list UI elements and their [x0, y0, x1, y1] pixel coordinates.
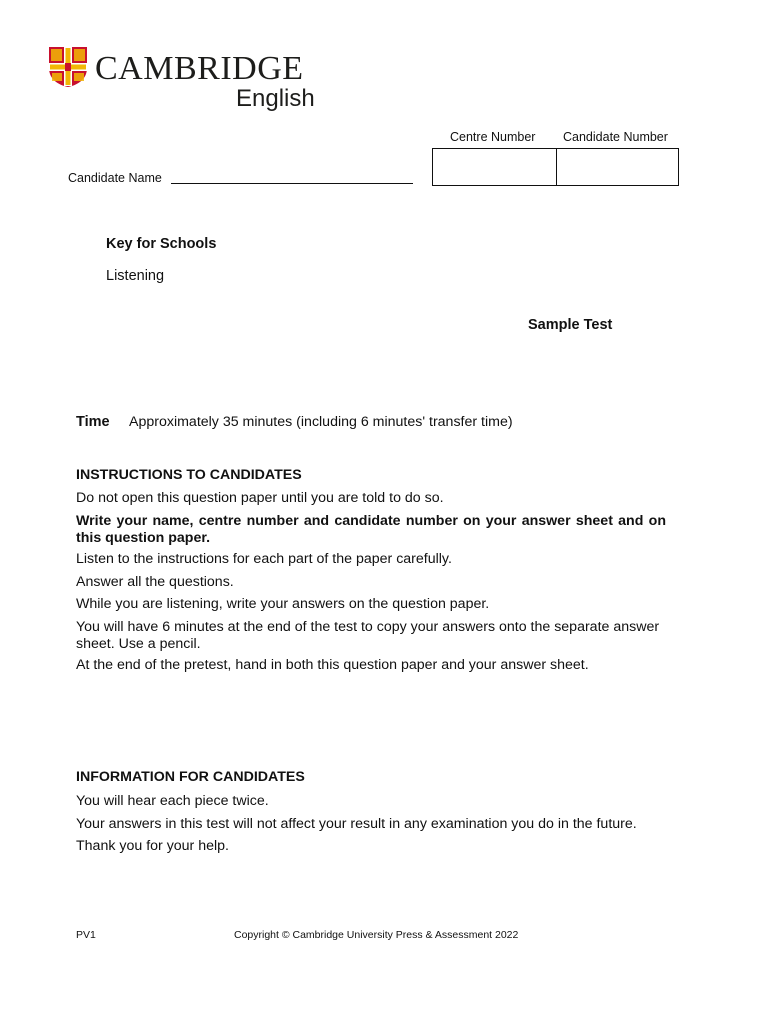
candidate-name-line[interactable]: [171, 183, 413, 184]
copyright-notice: Copyright © Cambridge University Press & Assessment 2022: [234, 929, 519, 941]
candidate-number-box[interactable]: [555, 148, 679, 186]
information-item: You will hear each piece twice.: [76, 793, 269, 809]
information-heading: INFORMATION FOR CANDIDATES: [76, 769, 305, 785]
candidate-number-label: Candidate Number: [563, 130, 668, 144]
instruction-item: You will have 6 minutes at the end of the test to copy your answers onto the separate answer sheet. Use a pencil.: [76, 619, 660, 652]
time-value: Approximately 35 minutes (including 6 minutes' transfer time): [129, 414, 513, 430]
instruction-item: While you are listening, write your answers on the question paper.: [76, 596, 490, 612]
instruction-item: Answer all the questions.: [76, 574, 234, 590]
instructions-heading: INSTRUCTIONS TO CANDIDATES: [76, 467, 302, 483]
centre-number-box[interactable]: [432, 148, 557, 186]
candidate-name-label: Candidate Name: [68, 171, 162, 185]
cambridge-english-logo: [48, 46, 328, 116]
logo-wordmark: CAMBRIDGE: [95, 50, 304, 87]
information-item: Your answers in this test will not affect your result in any examination you do in the future.: [76, 816, 637, 832]
cambridge-shield-icon: [48, 46, 88, 88]
exam-title: Key for Schools: [106, 236, 217, 252]
exam-paper: Listening: [106, 268, 165, 284]
logo-subtitle: English: [236, 85, 315, 112]
centre-number-label: Centre Number: [450, 130, 536, 144]
instruction-item: Write your name, centre number and candidate number on your answer sheet and on this question paper.: [76, 513, 666, 546]
time-label: Time: [76, 414, 110, 430]
instruction-item: Do not open this question paper until you are told to do so.: [76, 490, 444, 506]
information-item: Thank you for your help.: [76, 838, 229, 854]
sample-test-label: Sample Test: [528, 317, 613, 333]
instruction-item: At the end of the pretest, hand in both this question paper and your answer sheet.: [76, 657, 589, 673]
instruction-item: Listen to the instructions for each part of the paper carefully.: [76, 551, 452, 567]
paper-code: PV1: [76, 929, 96, 941]
